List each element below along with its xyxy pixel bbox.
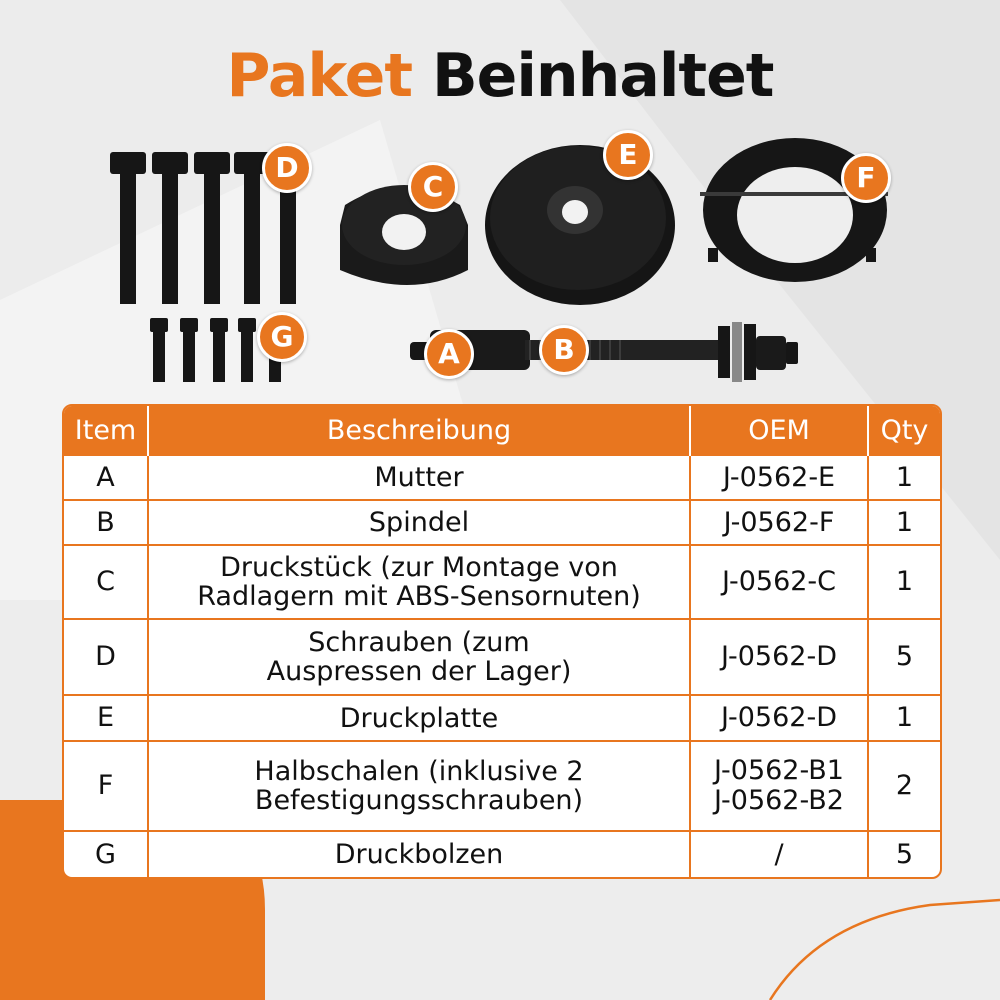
badge-f: F [841,153,891,203]
cell-oem [690,455,868,500]
cell-oem [690,741,868,831]
desc-line: Halbschalen (inklusive 2 [254,756,584,787]
cell-description [148,455,690,500]
table-row [64,831,940,877]
table-row [64,500,940,545]
table-row [64,741,940,831]
cell-oem [690,831,868,877]
cell-oem [690,500,868,545]
cell-description [148,500,690,545]
desc-line: Spindel [368,507,470,538]
table-row [64,695,940,741]
table-header-row [64,406,940,455]
oem-line: J-0562-C [721,566,837,597]
header-item: Item [64,406,148,455]
cell-qty: 1 [868,500,940,545]
header-description: Beschreibung [148,406,690,455]
cell-item: D [64,619,148,695]
cell-item: E [64,695,148,741]
cell-description [148,831,690,877]
cell-oem [690,619,868,695]
oem-line: J-0562-B2 [714,785,844,816]
cell-description [148,545,690,619]
badge-e: E [603,130,653,180]
cell-description [148,741,690,831]
cell-item: B [64,500,148,545]
cell-item: F [64,741,148,831]
cell-item: G [64,831,148,877]
page-title [0,36,1000,116]
badge-b: B [539,325,589,375]
desc-line: Auspressen der Lager) [266,656,572,687]
cell-oem [690,695,868,741]
badge-c: C [408,162,458,212]
badge-d: D [262,143,312,193]
badge-a: A [424,329,474,379]
header-qty: Qty [868,406,940,455]
cell-qty: 2 [868,741,940,831]
desc-line: Druckbolzen [334,839,504,870]
cell-description [148,695,690,741]
table-row [64,545,940,619]
contents-table [62,404,942,879]
title-part-2: Beinhaltet [431,41,774,111]
oem-line: J-0562-B1 [714,755,844,786]
cell-qty: 1 [868,545,940,619]
desc-line: Schrauben (zum [308,627,530,658]
oem-line: J-0562-D [721,702,837,733]
cell-qty: 5 [868,831,940,877]
oem-line: J-0562-E [722,461,836,493]
desc-line: Druckstück (zur Montage von [220,552,618,583]
desc-line: Radlagern mit ABS-Sensornuten) [197,581,641,612]
cell-qty: 1 [868,455,940,500]
table-row [64,619,940,695]
title-part-1: Paket [226,41,413,111]
badge-g: G [257,312,307,362]
table-row [64,455,940,500]
parts-illustration [0,130,1000,400]
header-oem: OEM [690,406,868,455]
oem-line: J-0562-D [721,641,837,672]
cell-item: C [64,545,148,619]
oem-line: J-0562-F [723,506,835,538]
oem-line: / [774,838,784,870]
desc-line: Druckplatte [339,702,499,734]
desc-line: Mutter [374,462,464,493]
cell-oem [690,545,868,619]
cell-description [148,619,690,695]
desc-line: Befestigungsschrauben) [254,785,584,816]
cell-qty: 1 [868,695,940,741]
cell-item: A [64,455,148,500]
cell-qty: 5 [868,619,940,695]
